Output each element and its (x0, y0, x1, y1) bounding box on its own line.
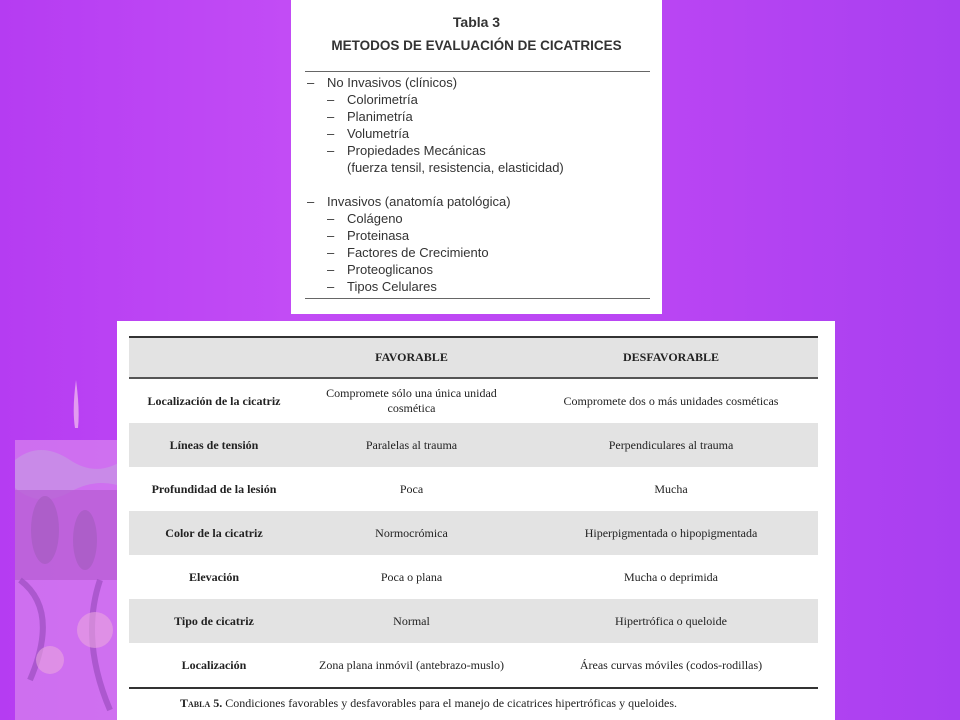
column-header: FAVORABLE (375, 350, 448, 364)
list-dash: – (307, 75, 315, 90)
list-item-text: Volumetría (347, 126, 410, 141)
list-item (307, 244, 652, 261)
table-cell: Poca o plana (380, 569, 443, 584)
row-header-cell: Profundidad de la lesión (151, 481, 277, 496)
tabla5-table (129, 336, 818, 689)
list-dash: – (327, 211, 335, 226)
row-header-cell: Líneas de tensión (169, 437, 259, 452)
caption-label: Tabla 5. (180, 696, 223, 710)
list-dash: – (327, 262, 335, 277)
list-item-text: Factores de Crecimiento (347, 245, 489, 260)
list-item (307, 159, 652, 176)
row-header-cell: Tipo de cicatriz (174, 613, 254, 628)
table-cell: Áreas curvas móviles (codos-rodillas) (579, 657, 763, 672)
table-cell: Mucha (654, 481, 688, 496)
table-cell: Hiperpigmentada o hipopigmentada (584, 525, 758, 540)
table-cell: Compromete sólo una única unidad cosmética (326, 386, 497, 415)
table-cell: Zona plana inmóvil (antebrazo-muslo) (319, 657, 504, 672)
tabla3-panel (291, 0, 662, 314)
table-row (129, 511, 818, 555)
table-row (129, 599, 818, 643)
table-row (129, 467, 818, 511)
table-cell: Paralelas al trauma (365, 437, 458, 452)
list-dash: – (307, 194, 315, 209)
list-gap (307, 176, 652, 193)
list-item-text: Colorimetría (347, 92, 418, 107)
table-row (129, 423, 818, 467)
list-item-text: Tipos Celulares (347, 279, 437, 294)
list-item (307, 142, 652, 159)
list-item (307, 210, 652, 227)
table-cell: Normal (393, 613, 430, 628)
list-item-text: Propiedades Mecánicas (347, 143, 486, 158)
tabla3-list (307, 74, 652, 295)
tabla3-number: Tabla 3 (452, 14, 501, 30)
list-item (307, 227, 652, 244)
caption-text: Condiciones favorables y desfavorables para el manejo de cicatrices hipertróficas y queloides. (225, 696, 678, 710)
list-dash: – (327, 279, 335, 294)
list-item (307, 125, 652, 142)
row-header-cell: Localización (181, 657, 247, 672)
row-header-cell: Elevación (189, 569, 239, 584)
list-dash: – (327, 92, 335, 107)
list-item-text: Colágeno (347, 211, 403, 226)
tabla3-bottom-rule (305, 298, 650, 299)
column-header: DESFAVORABLE (622, 350, 719, 364)
table-cell: Perpendiculares al trauma (608, 437, 734, 452)
list-dash: – (327, 245, 335, 260)
list-dash: – (327, 109, 335, 124)
table-cell: Poca (399, 481, 424, 496)
tabla5-panel (117, 321, 835, 720)
list-item (307, 74, 652, 91)
list-dash: – (327, 228, 335, 243)
list-item-text: Planimetría (347, 109, 413, 124)
skin-layers-illustration (0, 380, 130, 720)
list-item (307, 261, 652, 278)
list-item (307, 193, 652, 210)
table-cell: Normocrómica (375, 525, 448, 540)
list-item-text: Invasivos (anatomía patológica) (327, 194, 511, 209)
list-item-text: (fuerza tensil, resistencia, elasticidad) (347, 160, 564, 175)
list-dash: – (327, 126, 335, 141)
list-item (307, 91, 652, 108)
tabla5-caption (180, 696, 677, 711)
table-row (129, 555, 818, 599)
table-cell: Mucha o deprimida (624, 569, 718, 584)
row-header-cell: Localización de la cicatriz (147, 393, 281, 408)
list-item-text: No Invasivos (clínicos) (327, 75, 458, 90)
list-item-text: Proteinasa (347, 228, 410, 243)
list-item-text: Proteoglicanos (347, 262, 433, 277)
tabla3-title: METODOS DE EVALUACIÓN DE CICATRICES (331, 38, 622, 53)
table-cell: Hipertrófica o queloide (615, 613, 727, 628)
table-header-row (129, 337, 818, 378)
table-cell: Compromete dos o más unidades cosméticas (563, 393, 779, 408)
row-header-cell: Color de la cicatriz (165, 525, 263, 540)
list-item (307, 108, 652, 125)
tabla3-top-rule (305, 71, 650, 72)
table-row (129, 378, 818, 423)
list-dash: – (327, 143, 335, 158)
list-item (307, 278, 652, 295)
column-header (129, 337, 299, 378)
table-row (129, 643, 818, 688)
